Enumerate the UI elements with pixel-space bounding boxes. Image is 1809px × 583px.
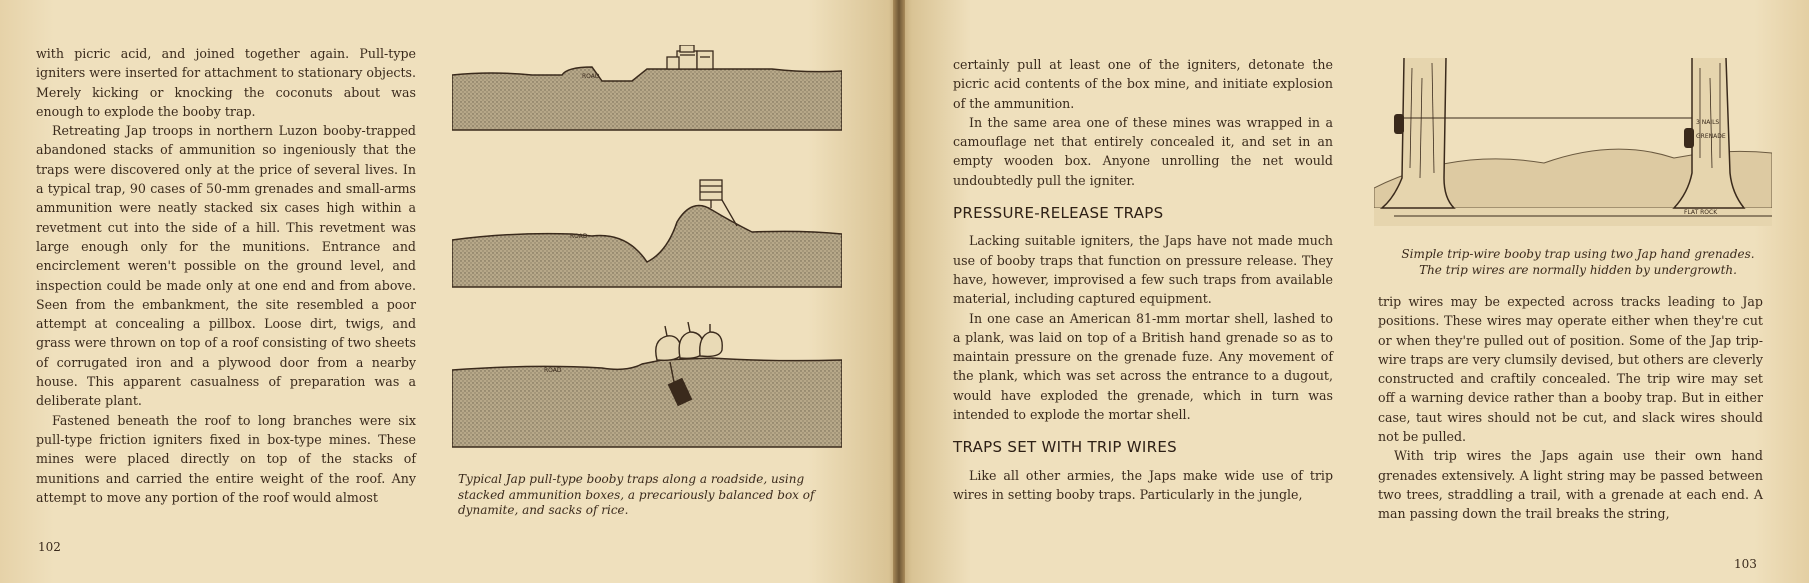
flat-rock-label: FLAT ROCK — [1684, 209, 1718, 216]
page-number: 102 — [38, 540, 61, 554]
figure-trip-wire — [1374, 58, 1772, 230]
paragraph: Lacking suitable igniters, the Japs have not made much use of booby traps that function on pressure release. They have, however, improvised a few such traps from available material, including captured equipment. — [953, 233, 1333, 307]
road-label: ROAD — [570, 233, 588, 240]
grenade-label: GRENADE — [1696, 133, 1726, 140]
paragraph: In one case an American 81-mm mortar shell, lashed to a plank, was laid on top of a British hand grenade so as to maintain pressure on the grenade fuze. Any movement of the plank, which was set across the entrance to a dugout, would have exploded the grenade, which in turn was intended to explode the mortar shell. — [953, 310, 1333, 423]
paragraph: certainly pull at least one of the igniters, detonate the picric acid contents of the box mine, and initiate explosion of the ammunition. — [953, 57, 1333, 111]
paragraph: Like all other armies, the Japs make wide use of trip wires in setting booby traps. Particularly in the jungle, — [953, 467, 1333, 502]
road-label: ROAD — [544, 367, 562, 374]
paragraph: with picric acid, and joined together again. Pull-type igniters were inserted for attachment to stationary objects. Merely kicking or knocking the coconuts about was enough to explode the booby trap. — [36, 46, 416, 119]
paragraph: Fastened beneath the roof to long branches were six pull-type friction igniters fixed in box-type mines. These mines were placed directly on top of the stacks of munitions and carried the entire weight of the roof. Any attempt to move any portion of the roof would almost — [36, 412, 416, 505]
figure-ammo-stack — [452, 45, 842, 135]
left-page — [0, 0, 898, 583]
page-number: 103 — [1734, 557, 1757, 571]
paragraph: Retreating Jap troops in northern Luzon booby-trapped abandoned stacks of ammunition so ingeniously that the traps were discovered only at the price of several lives. In a typical trap, 90 cases of 50-mm grenades and small-arms ammunition were neatly stacked six cases high within a revetment cut into the side of a hill. This revetment was large enough only for the munitions. Entrance and encirclement weren't possible on the ground level, and inspection could be made only at one end and from above. Seen from the embankment, the site resembled a poor attempt at concealing a pillbox. Loose dirt, twigs, and grass were thrown on top of a roof consisting of two sheets of corrugated iron and a plywood door from a nearby house. This apparent casualness of preparation was a deliberate plant. — [36, 123, 416, 409]
left-text-column — [36, 44, 416, 507]
figure-rice-sacks — [452, 322, 842, 452]
figure-balanced-box — [452, 172, 842, 292]
nails-label: 3 NAILS — [1696, 119, 1720, 126]
paragraph: trip wires may be expected across tracks leading to Jap positions. These wires may operate either when they're cut or when they're pulled out of position. Some of the Jap trip-wire traps are very clumsily devised, but others are cleverly constructed and craftily concealed. The trip wire may set off a warning device rather than a booby trap. But in either case, taut wires should not be cut, and slack wires should not be pulled. — [1378, 294, 1763, 445]
paragraph: With trip wires the Japs again use their own hand grenades extensively. A light string may be passed between two trees, straddling a trail, with a grenade at each end. A man passing down the trail breaks the string, — [1378, 448, 1763, 522]
book-gutter — [893, 0, 905, 583]
figure-caption: Typical Jap pull-type booby traps along a roadside, using stacked ammunition boxes, a precariously balanced box of dynamite, and sacks of rice. — [458, 472, 815, 517]
section-heading-pressure-release: PRESSURE-RELEASE TRAPS — [953, 204, 1164, 223]
paragraph: In the same area one of these mines was wrapped in a camouflage net that entirely concealed it, and set in an empty wooden box. Anyone unrolling the net would undoubtedly pull the igniter. — [953, 114, 1333, 188]
section-heading-trip-wires: TRAPS SET WITH TRIP WIRES — [953, 438, 1177, 457]
road-label: ROAD — [582, 73, 600, 80]
right-page — [898, 0, 1809, 583]
right-text-column-1 — [953, 55, 1333, 504]
figure-caption: Simple trip-wire booby trap using two Jap hand grenades. The trip wires are normally hidden by undergrowth. — [1401, 247, 1755, 277]
right-text-column-2 — [1378, 292, 1763, 524]
